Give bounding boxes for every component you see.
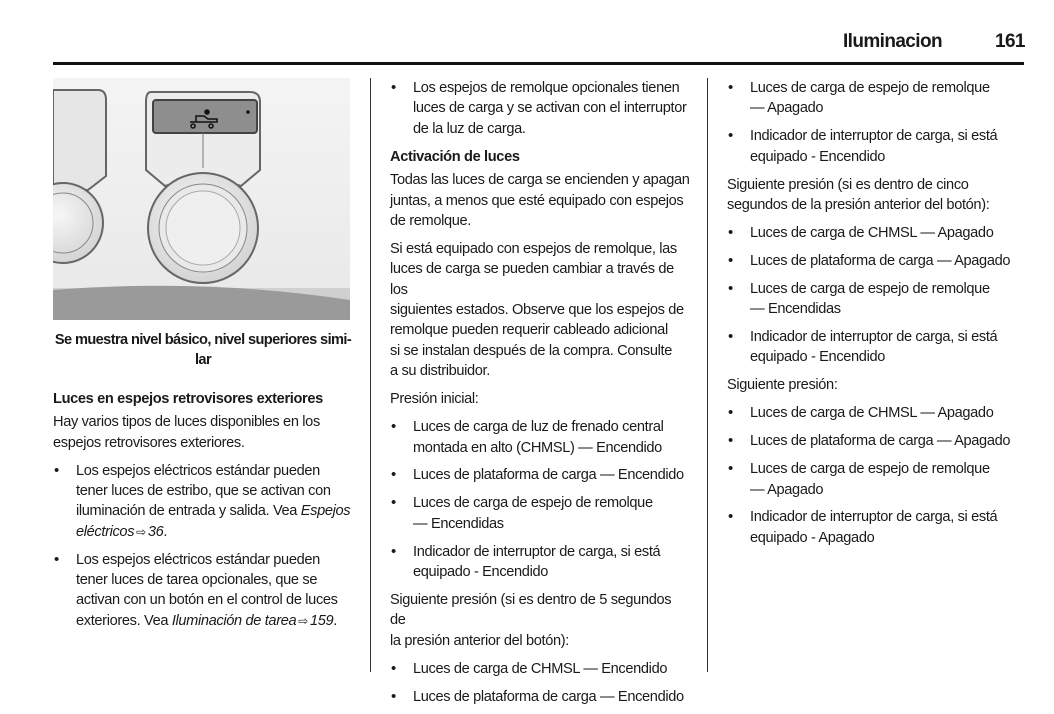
bullet-item: [727, 507, 1027, 548]
bullet-item: [727, 459, 1027, 500]
bullet-item: [727, 223, 1027, 243]
section-heading: [53, 389, 353, 409]
text: Luces de plataforma de carga — Encendido: [413, 688, 684, 705]
bullet-item: [727, 279, 1027, 320]
bullet-item: [53, 550, 353, 632]
text: Presión inicial:: [390, 391, 479, 408]
text: Luces de carga de CHMSL — Encendido: [413, 660, 668, 677]
text: Los espejos de remolque opcionales tienen luces de carga y se activan con el interruptor de la luz de carga.: [413, 80, 687, 137]
cross-reference-page[interactable]: 36: [147, 523, 164, 540]
cargo-lamp-control-figure: [53, 78, 350, 320]
text: Si está equipado con espejos de remolque, las luces de carga se pueden cambiar a través de los siguientes estados. Observe que los espejos de remolque pueden requerir cableado adicional si se instalan después de la compra. Consulte a su distribuidor.: [390, 240, 684, 380]
text: Los espejos eléctricos estándar pueden tener luces de estribo, que se activan con iluminación de entrada y salida. Vea: [76, 462, 331, 520]
column-divider: [370, 78, 371, 672]
bullet-item: [390, 542, 690, 583]
text: Siguiente presión:: [727, 377, 838, 394]
cross-reference-page[interactable]: 159: [309, 612, 334, 629]
text: Luces de carga de luz de frenado central montada en alto (CHMSL) — Encendido: [413, 419, 664, 456]
page-number: 161: [995, 31, 1025, 52]
text: Siguiente presión (si es dentro de cinco segundos de la presión anterior del botón):: [727, 176, 990, 214]
column-divider: [707, 78, 708, 672]
text: Indicador de interruptor de carga, si está equipado - Encendido: [750, 128, 998, 165]
text: Luces de carga de CHMSL — Apagado: [750, 224, 994, 241]
punctuation: .: [333, 612, 337, 629]
bullet-item: [390, 659, 690, 679]
text: Luces de plataforma de carga — Apagado: [750, 252, 1011, 269]
text: Luces de plataforma de carga — Apagado: [750, 433, 1011, 450]
figure-caption: Se muestra nivel básico, nivel superiores simi- lar: [54, 332, 352, 369]
bullet-item: [390, 493, 690, 534]
paragraph: [727, 375, 1027, 395]
bullet-item: [53, 461, 353, 543]
text: Luces de carga de espejo de remolque — Encendidas: [413, 495, 653, 532]
paragraph: [390, 170, 690, 231]
text: Indicador de interruptor de carga, si está equipado - Apagado: [750, 509, 998, 546]
bullet-item: [727, 431, 1027, 451]
paragraph: [390, 239, 690, 382]
paragraph: [390, 389, 690, 409]
column-2: [390, 78, 690, 714]
section-heading: [390, 147, 690, 167]
paragraph: [53, 412, 353, 453]
paragraph: [390, 590, 690, 651]
bullet-item: [390, 417, 690, 458]
column-1: [53, 330, 353, 639]
text: Indicador de interruptor de carga, si está equipado - Encendido: [750, 329, 998, 366]
bullet-item: [390, 465, 690, 485]
cross-reference-link[interactable]: Espejos eléctricos: [76, 503, 351, 540]
text: Siguiente presión (si es dentro de 5 segundos de la presión anterior del botón):: [390, 591, 672, 649]
text: Hay varios tipos de luces disponibles en los espejos retrovisores exteriores.: [53, 414, 320, 451]
bullet-item: [727, 251, 1027, 271]
punctuation: .: [163, 523, 168, 540]
cross-reference-link[interactable]: Iluminación de tarea: [171, 612, 297, 629]
text: Los espejos eléctricos estándar pueden tener luces de tarea opcionales, que se activan con un botón en el control de luces exteriores. Vea: [76, 551, 338, 629]
page-arrow-icon: ⇨: [136, 524, 146, 539]
bullet-item: [727, 403, 1027, 423]
page-arrow-icon: ⇨: [298, 613, 308, 628]
text: Luces de plataforma de carga — Encendido: [413, 467, 684, 484]
text: Luces de carga de espejo de remolque — Apagado: [750, 461, 990, 498]
text: Activación de luces: [390, 148, 520, 165]
bullet-item: [390, 78, 690, 139]
text: Luces en espejos retrovisores exteriores: [53, 390, 323, 407]
text: Indicador de interruptor de carga, si está equipado - Encendido: [413, 543, 661, 581]
paragraph: [727, 175, 1027, 216]
bullet-item: [727, 78, 1027, 119]
text: Luces de carga de espejo de remolque — Encendidas: [750, 280, 990, 318]
text: Luces de carga de CHMSL — Apagado: [750, 405, 994, 422]
bullet-item: [727, 126, 1027, 167]
text: Luces de carga de espejo de remolque — Apagado: [750, 80, 990, 117]
bullet-item: [390, 687, 690, 707]
section-title: Iluminacion: [843, 31, 942, 52]
header-rule: [53, 62, 1024, 65]
column-3: [727, 78, 1027, 556]
bullet-item: [727, 327, 1027, 368]
text: Todas las luces de carga se encienden y apagan juntas, a menos que esté equipado con espejos de remolque.: [390, 172, 690, 229]
